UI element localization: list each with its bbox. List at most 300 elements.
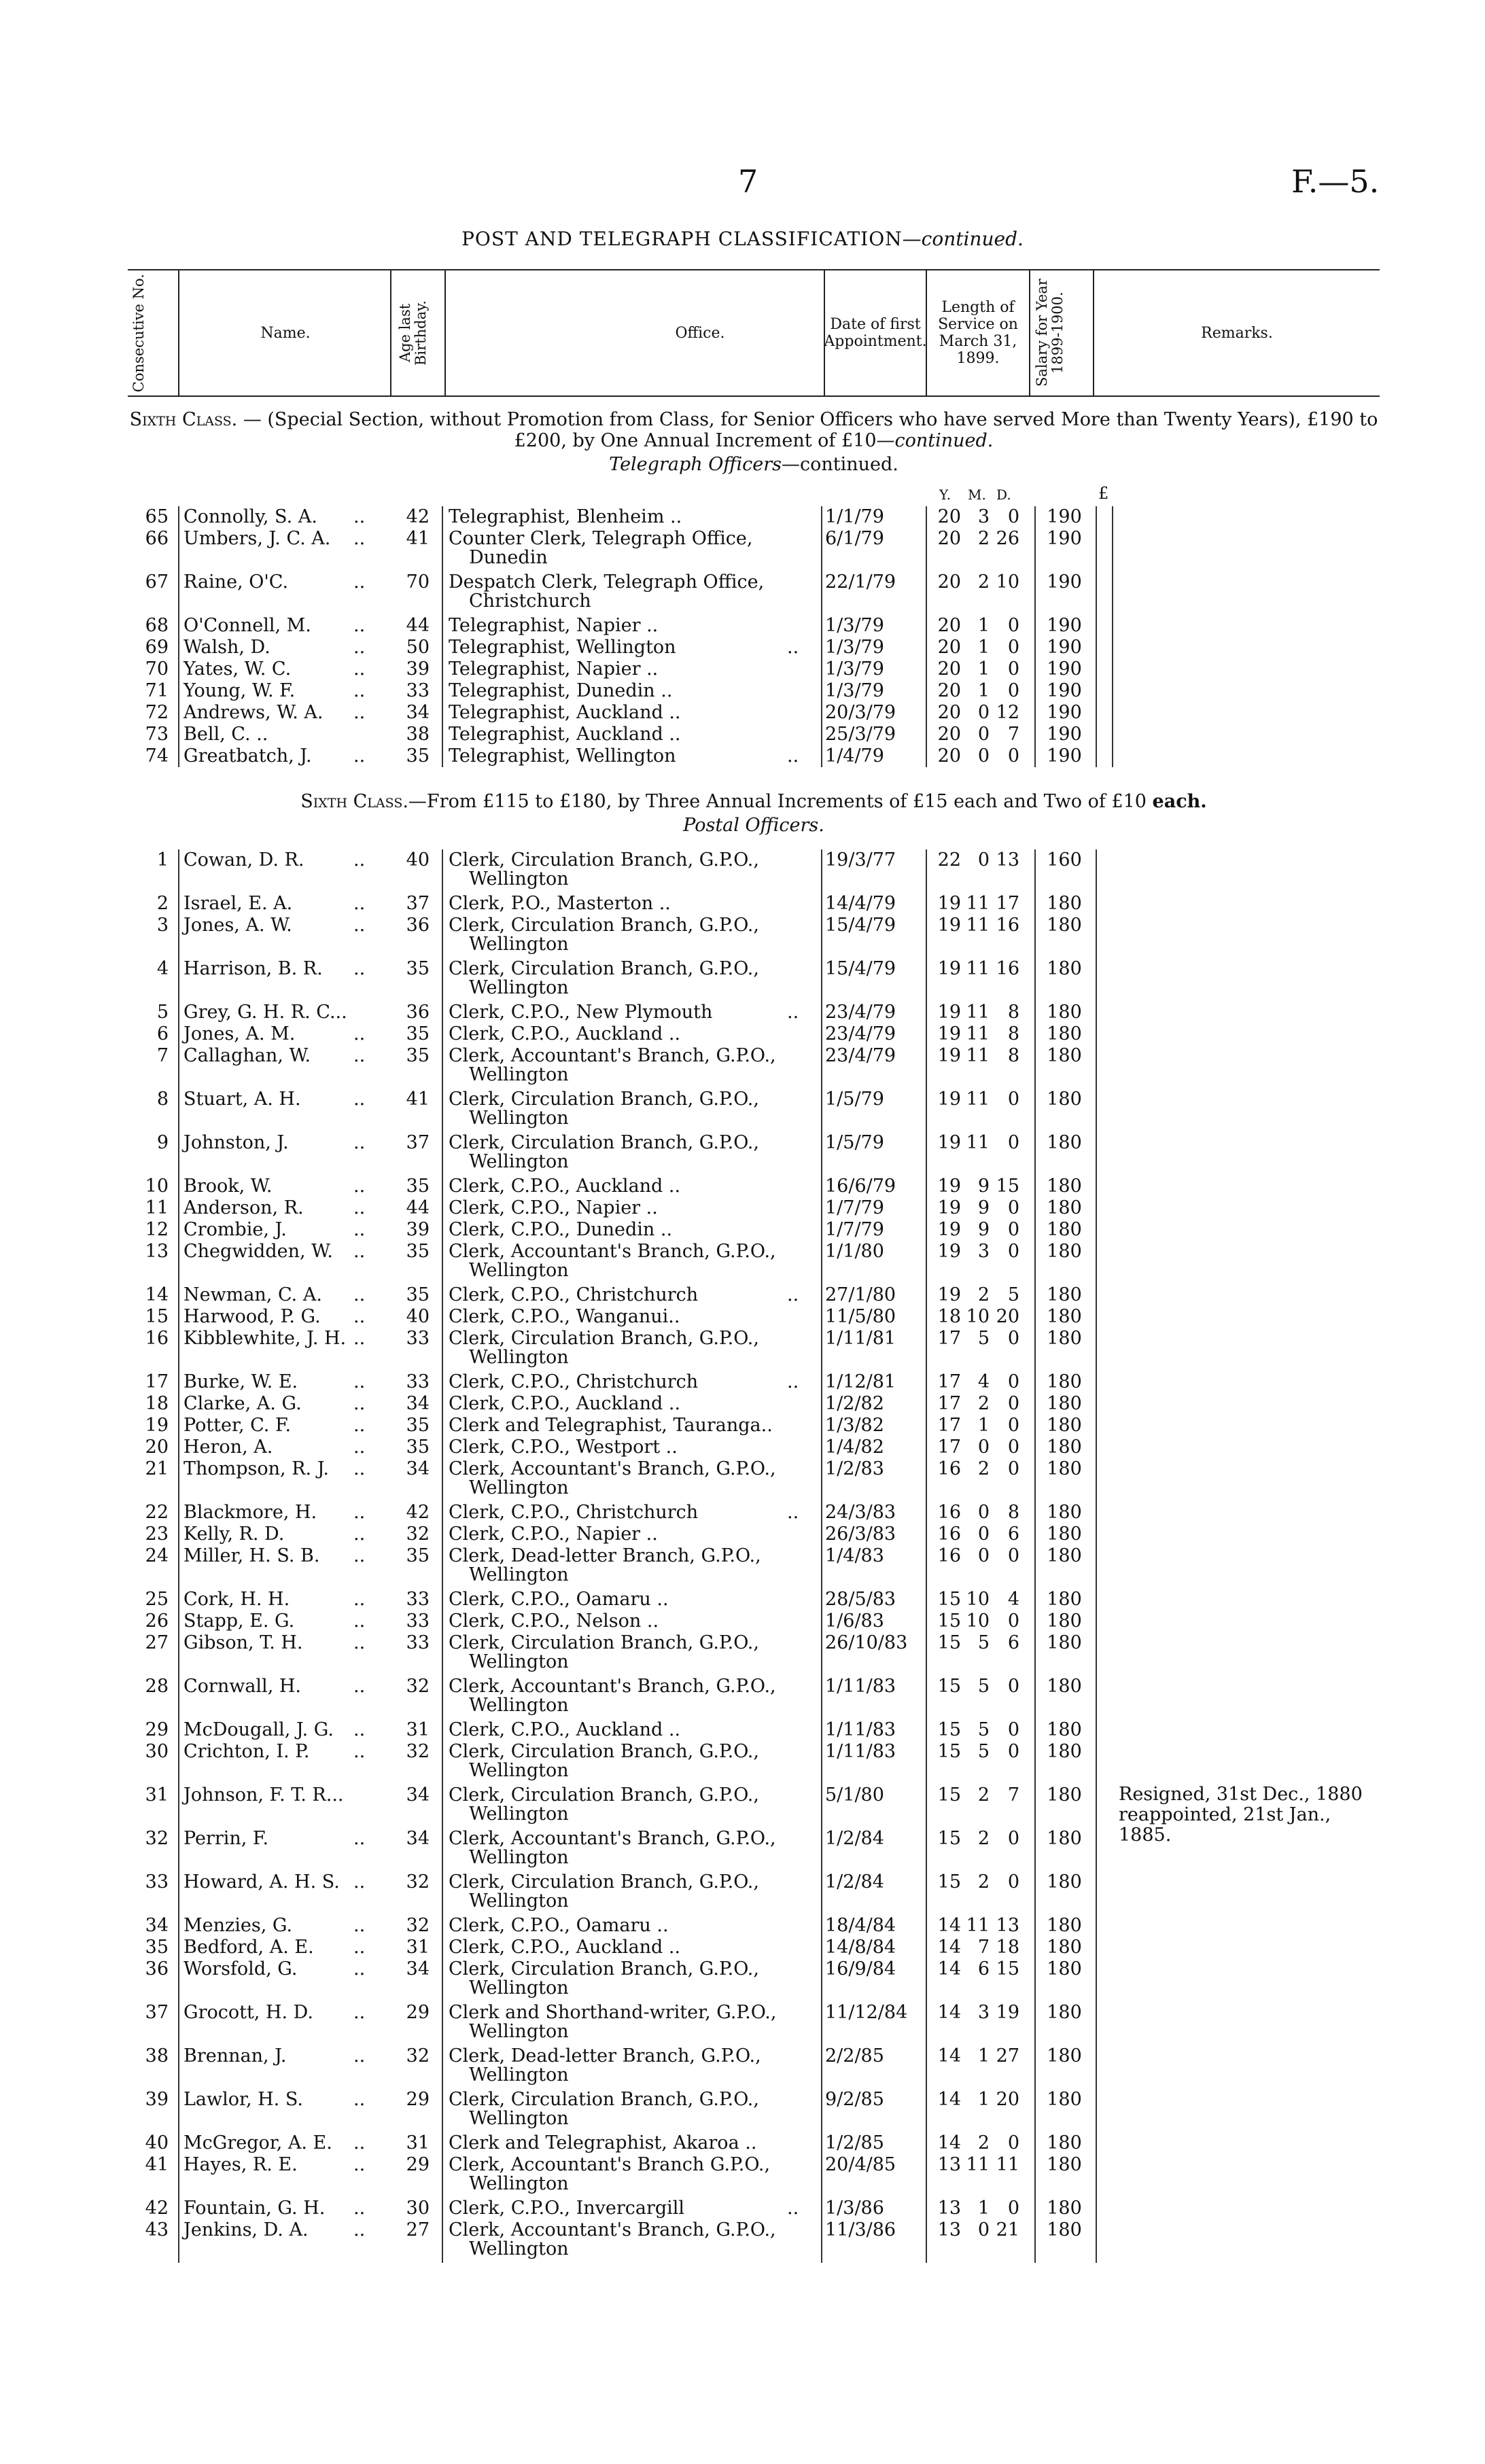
service-months: 1 (977, 637, 990, 658)
leader-dots: .. (353, 1719, 366, 1740)
consecutive-no: 6 (156, 1023, 169, 1044)
office-line: Clerk, Circulation Branch, G.P.O., (449, 1871, 759, 1893)
office-line: Despatch Clerk, Telegraph Office, (449, 571, 765, 593)
service-days: 21 (996, 2219, 1019, 2240)
name: Thompson, R. J. (184, 1458, 330, 1479)
name: Hayes, R. E. (184, 2154, 298, 2175)
leader-dots: .. (353, 637, 366, 658)
service-years: 19 (937, 1045, 961, 1066)
age: 35 (406, 1241, 430, 1262)
table-row (129, 1241, 1393, 1281)
office-line: Clerk, Accountant's Branch, G.P.O., (449, 1676, 776, 1697)
leader-dots: .. (353, 745, 366, 767)
table-row (129, 1371, 1393, 1393)
service-years: 14 (937, 1937, 961, 1958)
consecutive-no: 39 (145, 2089, 169, 2110)
leader-dots: .. (353, 2045, 366, 2066)
table-row (129, 2198, 1393, 2219)
appointment-date: 5/1/80 (825, 1784, 884, 1806)
name: Heron, A. (184, 1437, 273, 1458)
table-row (129, 571, 1393, 612)
service-months: 1 (977, 680, 990, 701)
service-years: 19 (937, 893, 961, 914)
service-days: 0 (1007, 745, 1019, 767)
service-days: 19 (996, 2002, 1019, 2023)
office-line: Wellington (469, 1977, 569, 1999)
service-days: 0 (1007, 615, 1019, 636)
leader-dots: .. (353, 1219, 366, 1240)
service-months: 4 (977, 1371, 990, 1392)
consecutive-no: 43 (145, 2219, 169, 2240)
service-years: 19 (937, 1241, 961, 1262)
leader-dots: .. (353, 2198, 366, 2219)
age: 32 (406, 1524, 430, 1545)
consecutive-no: 69 (145, 637, 169, 658)
name: Harwood, P. G. (184, 1306, 321, 1327)
leader-dots: .. (353, 1045, 366, 1066)
service-years: 19 (937, 1089, 961, 1110)
service-years: 17 (937, 1328, 961, 1349)
name: Lawlor, H. S. (184, 2089, 303, 2110)
column-rule (442, 506, 443, 767)
age: 34 (406, 1458, 430, 1479)
age: 44 (406, 1197, 430, 1218)
leader-dots: .. (787, 745, 799, 767)
service-years: 19 (937, 1176, 961, 1197)
office-line: Wellington (469, 1064, 569, 1085)
service-years: 19 (937, 915, 961, 936)
appointment-date: 20/3/79 (825, 702, 896, 723)
column-rule (1034, 849, 1036, 2263)
table-row (129, 637, 1393, 658)
appointment-date: 1/2/84 (825, 1871, 884, 1893)
table-row (129, 528, 1393, 568)
leader-dots: .. (353, 1458, 366, 1479)
service-days: 0 (1007, 1197, 1019, 1218)
office-line: Clerk, Accountant's Branch, G.P.O., (449, 1045, 776, 1066)
service-days: 8 (1007, 1002, 1019, 1023)
service-years: 16 (937, 1545, 961, 1566)
service-days: 0 (1007, 1371, 1019, 1392)
age: 39 (406, 1219, 430, 1240)
age: 50 (406, 637, 430, 658)
column-rule (178, 506, 179, 767)
service-years: 14 (937, 1915, 961, 1936)
name: McGregor, A. E. (184, 2132, 332, 2153)
age: 35 (406, 1437, 430, 1458)
age: 33 (406, 1632, 430, 1653)
appointment-date: 1/2/84 (825, 1828, 884, 1849)
name: Kibblewhite, J. H. (184, 1328, 347, 1349)
service-months: 9 (977, 1219, 990, 1240)
name: Gibson, T. H. (184, 1632, 303, 1653)
service-months: 1 (977, 1415, 990, 1436)
appointment-date: 1/5/79 (825, 1089, 884, 1110)
office-line: Wellington (469, 1347, 569, 1368)
age: 36 (406, 1002, 430, 1023)
service-days: 0 (1007, 1393, 1019, 1414)
service-months: 0 (977, 1524, 990, 1545)
appointment-date: 1/11/83 (825, 1719, 896, 1740)
office-line: Christchurch (469, 591, 591, 612)
age: 33 (406, 1328, 430, 1349)
salary: 180 (1047, 1958, 1082, 1979)
office-line: Clerk, Accountant's Branch, G.P.O., (449, 1828, 776, 1849)
office-line: Clerk, C.P.O., Auckland .. (449, 1023, 681, 1044)
section2-heading: Sixth Class.—From £115 to £180, by Three Annual Increments of £15 each and Two of £10 each. Postal Officers. (300, 791, 1207, 836)
service-days: 8 (1007, 1502, 1019, 1523)
service-months: 9 (977, 1176, 990, 1197)
service-months: 2 (977, 1393, 990, 1414)
office-line: Telegraphist, Napier .. (449, 615, 659, 636)
service-months: 10 (966, 1589, 990, 1610)
service-days: 15 (996, 1958, 1019, 1979)
header-name: Name. (178, 270, 391, 395)
consecutive-no: 66 (145, 528, 169, 549)
name: Grey, G. H. R. C... (184, 1002, 347, 1023)
age: 33 (406, 1611, 430, 1632)
service-days: 20 (996, 2089, 1019, 2110)
service-days: 0 (1007, 506, 1019, 527)
office-line: Clerk, C.P.O., Auckland .. (449, 1393, 681, 1414)
appointment-date: 11/12/84 (825, 2002, 908, 2023)
age: 42 (406, 506, 430, 527)
service-days: 18 (996, 1937, 1019, 1958)
column-rule (1034, 506, 1036, 767)
service-months: 11 (966, 1002, 990, 1023)
service-months: 11 (966, 1089, 990, 1110)
salary: 180 (1047, 2002, 1082, 2023)
appointment-date: 1/7/79 (825, 1197, 884, 1218)
office-line: Clerk, C.P.O., Christchurch (449, 1371, 699, 1392)
header-length: Length of Service on March 31, 1899. (926, 270, 1029, 395)
leader-dots: .. (353, 1437, 366, 1458)
service-months: 2 (977, 1458, 990, 1479)
consecutive-no: 29 (145, 1719, 169, 1740)
salary: 180 (1047, 1741, 1082, 1762)
header-office: Office. (444, 270, 954, 395)
service-years: 14 (937, 2045, 961, 2066)
table-row (129, 745, 1393, 767)
service-days: 7 (1007, 1784, 1019, 1806)
office-line: Telegraphist, Blenheim .. (449, 506, 682, 527)
service-months: 0 (977, 724, 990, 745)
service-months: 11 (966, 1023, 990, 1044)
header-remarks: Remarks. (1093, 270, 1380, 395)
service-days: 0 (1007, 637, 1019, 658)
service-years: 17 (937, 1437, 961, 1458)
service-days: 0 (1007, 1741, 1019, 1762)
office-line: Telegraphist, Wellington (449, 745, 676, 767)
leader-dots: .. (353, 2154, 366, 2175)
table-row (129, 1741, 1393, 1781)
column-rule (926, 506, 927, 767)
consecutive-no: 17 (145, 1371, 169, 1392)
page-title: POST AND TELEGRAPH CLASSIFICATION—continued. (461, 228, 1024, 250)
name: Walsh, D. (184, 637, 270, 658)
leader-dots: .. (353, 1197, 366, 1218)
service-years: 19 (937, 1219, 961, 1240)
salary: 180 (1047, 1132, 1082, 1153)
office-line: Wellington (469, 2108, 569, 2129)
service-years: 13 (937, 2198, 961, 2219)
table-row (129, 1676, 1393, 1716)
office-line: Clerk, C.P.O., Wanganui.. (449, 1306, 680, 1327)
table-row (129, 1502, 1393, 1524)
salary: 190 (1047, 571, 1082, 593)
consecutive-no: 73 (145, 724, 169, 745)
leader-dots: .. (787, 1002, 799, 1023)
appointment-date: 1/2/85 (825, 2132, 884, 2153)
consecutive-no: 74 (145, 745, 169, 767)
table-row (129, 1023, 1393, 1045)
office-line: Telegraphist, Auckland .. (449, 724, 681, 745)
age: 39 (406, 658, 430, 680)
consecutive-no: 14 (145, 1284, 169, 1305)
salary: 180 (1047, 915, 1082, 936)
appointment-date: 19/3/77 (825, 849, 896, 870)
service-years: 20 (937, 745, 961, 767)
table-row (129, 915, 1393, 955)
office-line: Clerk, C.P.O., Napier .. (449, 1524, 658, 1545)
office-line: Wellington (469, 1695, 569, 1716)
age: 29 (406, 2089, 430, 2110)
consecutive-no: 72 (145, 702, 169, 723)
salary: 180 (1047, 1415, 1082, 1436)
salary: 180 (1047, 2219, 1082, 2240)
appointment-date: 9/2/85 (825, 2089, 884, 2110)
office-line: Clerk, Circulation Branch, G.P.O., (449, 1958, 759, 1979)
salary: 180 (1047, 1502, 1082, 1523)
salary: 180 (1047, 2154, 1082, 2175)
service-months: 11 (966, 1045, 990, 1066)
table-row (129, 702, 1393, 724)
age: 32 (406, 1676, 430, 1697)
office-line: Clerk, C.P.O., Christchurch (449, 1502, 699, 1523)
office-line: Clerk, C.P.O., Auckland .. (449, 1176, 681, 1197)
service-years: 19 (937, 958, 961, 979)
office-line: Wellington (469, 977, 569, 998)
name: Miller, H. S. B. (184, 1545, 320, 1566)
consecutive-no: 32 (145, 1828, 169, 1849)
office-line: Clerk, Circulation Branch, G.P.O., (449, 2089, 759, 2110)
age: 37 (406, 893, 430, 914)
service-years: 20 (937, 506, 961, 527)
table-row (129, 2219, 1393, 2259)
table-row (129, 1002, 1393, 1023)
office-line: Telegraphist, Napier .. (449, 658, 659, 680)
office-line: Wellington (469, 1760, 569, 1781)
leader-dots: .. (353, 2219, 366, 2240)
salary: 180 (1047, 893, 1082, 914)
leader-dots: .. (353, 958, 366, 979)
appointment-date: 23/4/79 (825, 1002, 896, 1023)
office-line: Clerk, C.P.O., Invercargill (449, 2198, 685, 2219)
age: 36 (406, 915, 430, 936)
office-line: Clerk, C.P.O., Auckland .. (449, 1937, 681, 1958)
salary: 180 (1047, 2089, 1082, 2110)
consecutive-no: 36 (145, 1958, 169, 1979)
age: 37 (406, 1132, 430, 1153)
service-months: 0 (977, 849, 990, 870)
leader-dots: .. (353, 1632, 366, 1653)
service-years: 15 (937, 1828, 961, 1849)
table-row (129, 1611, 1393, 1632)
name: Stuart, A. H. (184, 1089, 301, 1110)
salary: 180 (1047, 1611, 1082, 1632)
leader-dots: .. (353, 1958, 366, 1979)
office-line: Dunedin (469, 547, 548, 568)
appointment-date: 1/1/79 (825, 506, 884, 527)
name: Anderson, R. (184, 1197, 304, 1218)
age: 30 (406, 2198, 430, 2219)
table-row (129, 1458, 1393, 1498)
age: 32 (406, 1915, 430, 1936)
leader-dots: .. (353, 2002, 366, 2023)
service-months: 3 (977, 506, 990, 527)
name: Clarke, A. G. (184, 1393, 302, 1414)
name: Jones, A. M. (184, 1023, 296, 1044)
service-years: 15 (937, 1784, 961, 1806)
office-line: Wellington (469, 1108, 569, 1129)
leader-dots: .. (787, 637, 799, 658)
table-row (129, 2132, 1393, 2154)
service-months: 2 (977, 571, 990, 593)
appointment-date: 1/11/81 (825, 1328, 896, 1349)
office-line: Telegraphist, Dunedin .. (449, 680, 673, 701)
salary: 180 (1047, 1045, 1082, 1066)
office-line: Telegraphist, Wellington (449, 637, 676, 658)
name: Crichton, I. P. (184, 1741, 310, 1762)
column-rule (926, 849, 927, 2263)
service-days: 16 (996, 915, 1019, 936)
service-years: 13 (937, 2219, 961, 2240)
consecutive-no: 21 (145, 1458, 169, 1479)
service-months: 3 (977, 1241, 990, 1262)
name: Brennan, J. (184, 2045, 287, 2066)
service-months: 0 (977, 745, 990, 767)
office-line: Wellington (469, 2173, 569, 2194)
appointment-date: 23/4/79 (825, 1023, 896, 1044)
office-line: Clerk, Circulation Branch, G.P.O., (449, 849, 759, 870)
service-months: 5 (977, 1632, 990, 1653)
office-line: Clerk and Telegraphist, Akaroa .. (449, 2132, 757, 2153)
office-line: Clerk, Circulation Branch, G.P.O., (449, 915, 759, 936)
consecutive-no: 10 (145, 1176, 169, 1197)
name: Burke, W. E. (184, 1371, 298, 1392)
age: 35 (406, 1045, 430, 1066)
office-line: Wellington (469, 1651, 569, 1672)
age: 42 (406, 1502, 430, 1523)
leader-dots: .. (353, 1328, 366, 1349)
service-days: 13 (996, 849, 1019, 870)
service-days: 27 (996, 2045, 1019, 2066)
appointment-date: 1/4/79 (825, 745, 884, 767)
age: 31 (406, 2132, 430, 2153)
service-days: 11 (996, 2154, 1019, 2175)
salary: 180 (1047, 2045, 1082, 2066)
service-years: 20 (937, 658, 961, 680)
leader-dots: .. (353, 1937, 366, 1958)
service-days: 6 (1007, 1524, 1019, 1545)
table-row (129, 2089, 1393, 2129)
appointment-date: 23/4/79 (825, 1045, 896, 1066)
age: 35 (406, 958, 430, 979)
office-line: Counter Clerk, Telegraph Office, (449, 528, 753, 549)
appointment-date: 1/11/83 (825, 1676, 896, 1697)
table-row (129, 724, 1393, 745)
age: 34 (406, 1958, 430, 1979)
service-months: 7 (977, 1937, 990, 1958)
service-months: 9 (977, 1197, 990, 1218)
salary: 180 (1047, 2198, 1082, 2219)
service-days: 17 (996, 893, 1019, 914)
appointment-date: 1/6/83 (825, 1611, 884, 1632)
name: Umbers, J. C. A. (184, 528, 331, 549)
salary: 180 (1047, 1784, 1082, 1806)
service-years: 15 (937, 1871, 961, 1893)
office-line: Clerk, Accountant's Branch, G.P.O., (449, 2219, 776, 2240)
service-months: 10 (966, 1611, 990, 1632)
salary: 180 (1047, 1524, 1082, 1545)
name: Harrison, B. R. (184, 958, 323, 979)
consecutive-no: 40 (145, 2132, 169, 2153)
consecutive-no: 24 (145, 1545, 169, 1566)
header-consecutive: Consecutive No. (130, 273, 147, 393)
name: Bell, C. .. (184, 724, 268, 745)
age: 35 (406, 1176, 430, 1197)
table-row (129, 2154, 1393, 2194)
table-row (129, 1937, 1393, 1958)
service-months: 0 (977, 2219, 990, 2240)
service-years: 16 (937, 1524, 961, 1545)
service-days: 15 (996, 1176, 1019, 1197)
age: 41 (406, 528, 430, 549)
appointment-date: 1/3/82 (825, 1415, 884, 1436)
service-years: 17 (937, 1415, 961, 1436)
service-days: 12 (996, 702, 1019, 723)
service-days: 0 (1007, 1871, 1019, 1893)
leader-dots: .. (353, 1241, 366, 1262)
service-years: 14 (937, 2089, 961, 2110)
consecutive-no: 67 (145, 571, 169, 593)
appointment-date: 1/3/86 (825, 2198, 884, 2219)
service-years: 14 (937, 2132, 961, 2153)
consecutive-no: 42 (145, 2198, 169, 2219)
service-days: 0 (1007, 1132, 1019, 1153)
table-row (129, 615, 1393, 637)
appointment-date: 14/4/79 (825, 893, 896, 914)
salary: 190 (1047, 615, 1082, 636)
service-days: 0 (1007, 680, 1019, 701)
table-row (129, 1589, 1393, 1611)
service-years: 19 (937, 1023, 961, 1044)
table-row (129, 1958, 1393, 1999)
salary: 180 (1047, 1197, 1082, 1218)
table-row (129, 1719, 1393, 1741)
age: 33 (406, 680, 430, 701)
age: 44 (406, 615, 430, 636)
service-days: 20 (996, 1306, 1019, 1327)
leader-dots: .. (353, 1545, 366, 1566)
age: 31 (406, 1937, 430, 1958)
salary: 180 (1047, 1023, 1082, 1044)
leader-dots: .. (353, 528, 366, 549)
leader-dots: .. (353, 893, 366, 914)
salary: 190 (1047, 528, 1082, 549)
appointment-date: 1/4/82 (825, 1437, 884, 1458)
salary: 180 (1047, 1545, 1082, 1566)
